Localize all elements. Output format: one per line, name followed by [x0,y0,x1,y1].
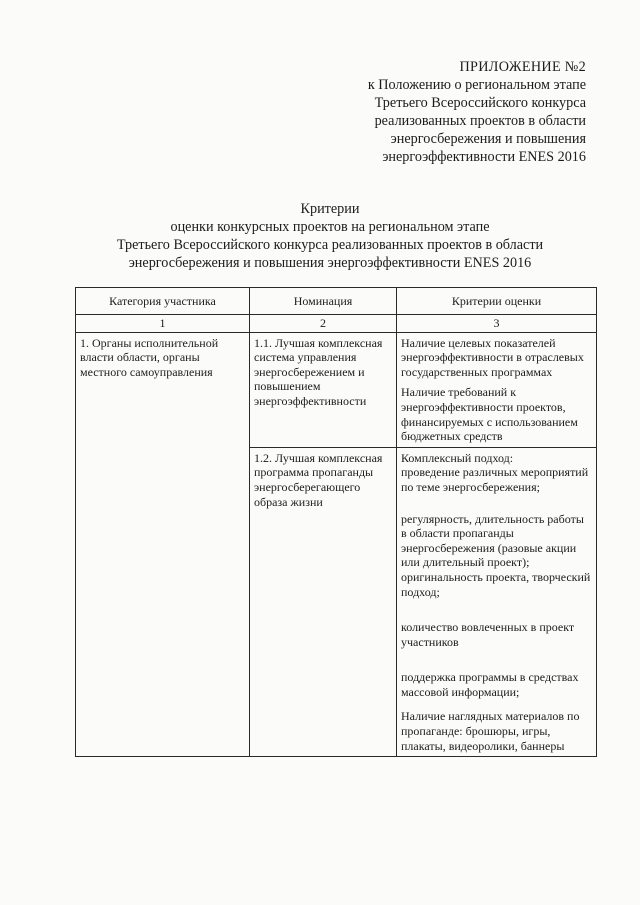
nomination-cell: 1.1. Лучшая комплексная система управления энергосбережением и повышением энергоэффективности [250,332,397,447]
table-row [76,447,597,757]
criteria-item: количество вовлеченных в проект участников [401,620,575,649]
criteria-item: проведение различных мероприятий по теме энергосбережения; [401,465,589,494]
document-heading [80,200,580,272]
criteria-item: поддержка программы в средствах массовой информации; [401,670,579,699]
appendix-line: Третьего Всероссийского конкурса [374,95,586,111]
category-cell: 1. Органы исполнительной власти области, органы местного самоуправления [76,332,250,447]
criteria-item: Комплексный подход: [401,450,514,465]
appendix-line: к Положению о региональном этапе [367,77,586,93]
column-number: 1 [76,315,250,333]
appendix-title: ПРИЛОЖЕНИЕ №2 [459,59,586,75]
column-number: 2 [250,315,397,333]
criteria-item: Наличие наглядных материалов по пропаганде: брошюры, игры, плакаты, видеоролики, баннеры [401,709,580,753]
header-nomination: Номинация [250,288,397,315]
criteria-item: Наличие целевых показателей энергоэффективности в отраслевых государственных программах [401,335,584,379]
nomination-cell: 1.2. Лучшая комплексная программа пропаганды энергосберегающего образа жизни [250,447,397,757]
criteria-item: регулярность, длительность работы в области пропаганды энергосбережения (разовые акции или длительный проект); [401,511,584,570]
column-number: 3 [397,315,597,333]
appendix-line: реализованных проектов в области [374,113,586,129]
table-row [76,332,597,447]
heading-line: энергосбережения и повышения энергоэффективности ENES 2016 [128,255,532,271]
criteria-cell [397,332,597,447]
heading-title: Критерии [300,201,360,217]
table-header-row [76,288,597,315]
appendix-line: энергоэффективности ENES 2016 [382,149,586,165]
header-criteria: Критерии оценки [397,288,597,315]
category-cell-continued [76,447,250,757]
heading-line: оценки конкурсных проектов на региональном этапе [170,219,490,235]
criteria-cell [397,447,597,757]
header-category: Категория участника [76,288,250,315]
appendix-block [368,58,586,166]
heading-line: Третьего Всероссийского конкурса реализованных проектов в области [116,237,544,253]
appendix-line: энергосбережения и повышения [390,131,586,147]
criteria-item: оригинальность проекта, творческий подход; [401,569,591,599]
criteria-item: Наличие требований к энергоэффективности проектов, финансируемых с использованием бюджетных средств [401,385,578,444]
criteria-table [75,287,597,757]
table-number-row [76,315,597,333]
